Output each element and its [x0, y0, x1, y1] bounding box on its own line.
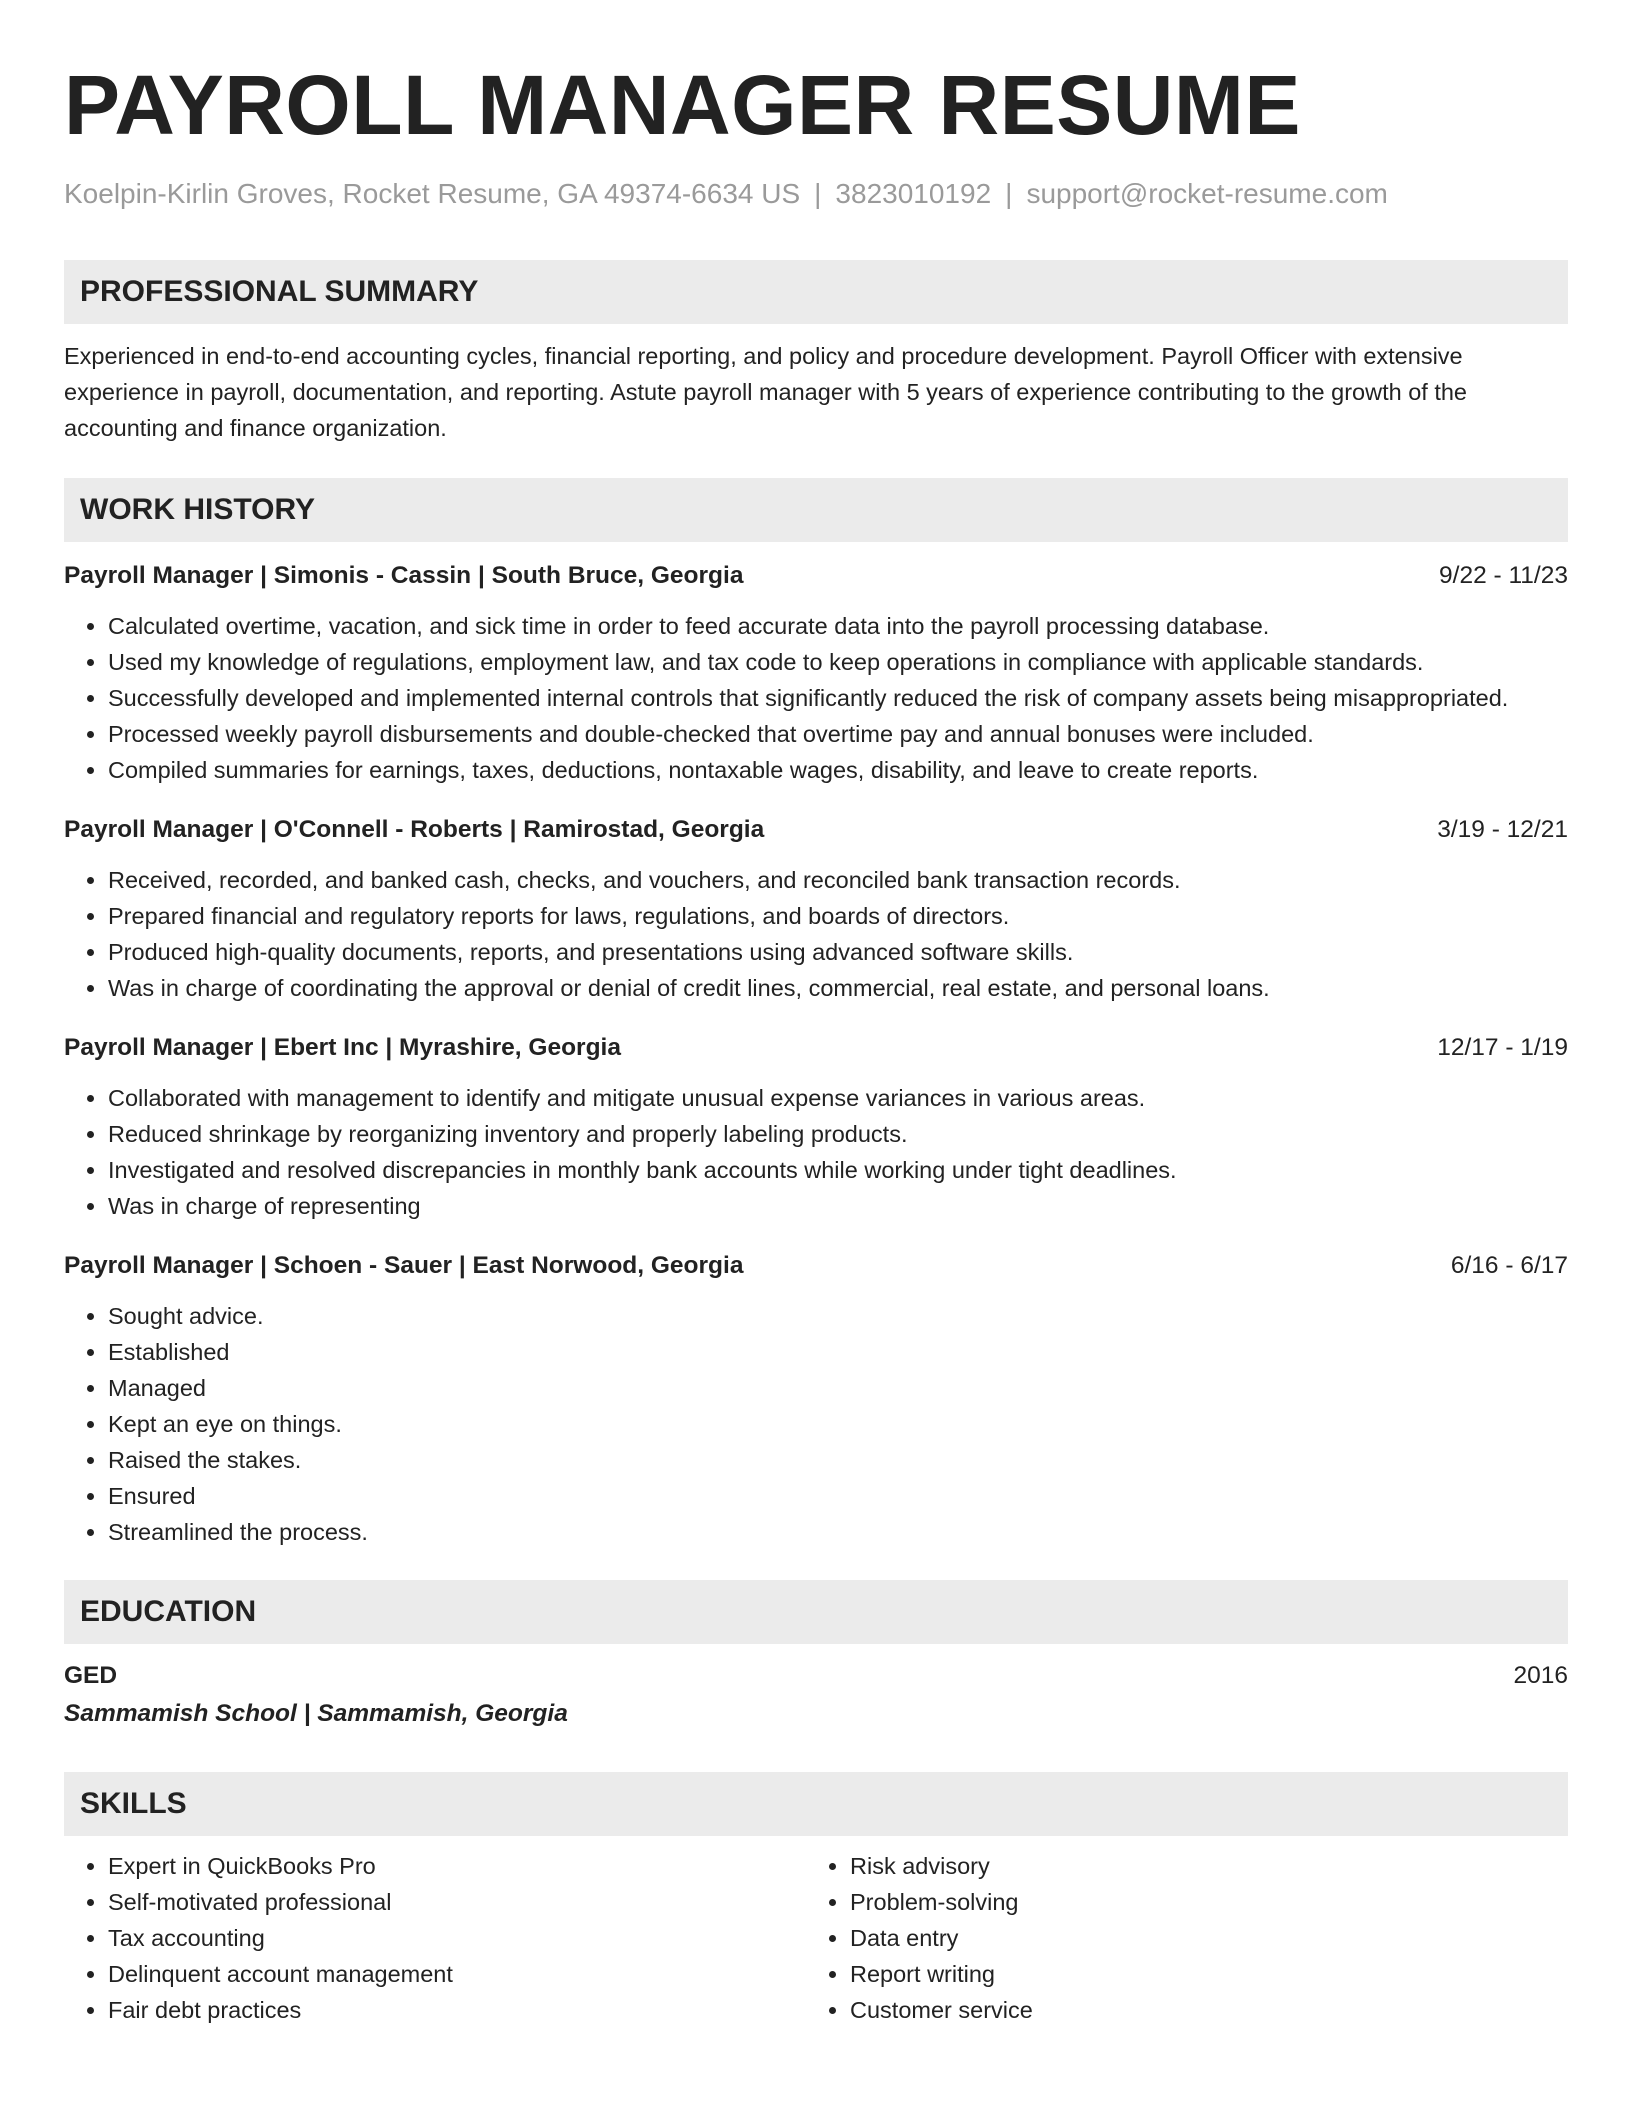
- education-section-heading: EDUCATION: [64, 1580, 1568, 1644]
- skills-column-right: [806, 1848, 1548, 2028]
- job-bullet: • Prepared financial and regulatory reports for laws, regulations, and boards of directors.: [108, 898, 1568, 934]
- job-bullet: • Produced high-quality documents, reports, and presentations using advanced software skills.: [108, 934, 1568, 970]
- skill-item: • Fair debt practices: [108, 1992, 806, 2028]
- skill-item: • Report writing: [850, 1956, 1548, 1992]
- job-dates: 3/19 - 12/21: [1437, 816, 1568, 843]
- skills-list: [64, 1848, 1568, 2028]
- skill-item: • Expert in QuickBooks Pro: [108, 1848, 806, 1884]
- job-entry: [64, 1030, 1568, 1224]
- job-header: [64, 558, 1568, 594]
- skill-item: • Delinquent account management: [108, 1956, 806, 1992]
- job-title: Payroll Manager | Schoen - Sauer | East Norwood, Georgia: [64, 1252, 744, 1279]
- resume-title: PAYROLL MANAGER RESUME: [64, 58, 1301, 152]
- skill-item: • Self-motivated professional: [108, 1884, 806, 1920]
- job-bullet: • Received, recorded, and banked cash, checks, and vouchers, and reconciled bank transaction records.: [108, 862, 1568, 898]
- job-dates: 12/17 - 1/19: [1437, 1034, 1568, 1061]
- job-bullet: • Was in charge of representing: [108, 1188, 1568, 1224]
- job-entry: [64, 558, 1568, 788]
- summary-section-heading: PROFESSIONAL SUMMARY: [64, 260, 1568, 324]
- skill-item: • Risk advisory: [850, 1848, 1548, 1884]
- skill-item: • Problem-solving: [850, 1884, 1548, 1920]
- contact-email: support@rocket-resume.com: [1026, 178, 1388, 209]
- education-entry: [64, 1658, 1568, 1694]
- job-bullet: • Processed weekly payroll disbursements and double-checked that overtime pay and annual bonuses were included.: [108, 716, 1568, 752]
- job-bullet: • Was in charge of coordinating the approval or denial of credit lines, commercial, real estate, and personal loans.: [108, 970, 1568, 1006]
- job-entry: [64, 1248, 1568, 1550]
- job-bullet: • Collaborated with management to identify and mitigate unusual expense variances in various areas.: [108, 1080, 1568, 1116]
- skill-item: • Customer service: [850, 1992, 1548, 2028]
- skills-section-heading: SKILLS: [64, 1772, 1568, 1836]
- job-bullets: [64, 1298, 1568, 1550]
- job-header: [64, 1030, 1568, 1066]
- job-title: Payroll Manager | Simonis - Cassin | South Bruce, Georgia: [64, 562, 744, 589]
- job-bullet: • Sought advice.: [108, 1298, 1568, 1334]
- job-bullet: • Raised the stakes.: [108, 1442, 1568, 1478]
- contact-separator: |: [814, 178, 822, 209]
- skill-item: • Data entry: [850, 1920, 1548, 1956]
- job-bullet: • Investigated and resolved discrepancies in monthly bank accounts while working under tight deadlines.: [108, 1152, 1568, 1188]
- education-year: 2016: [1513, 1662, 1568, 1689]
- job-bullet: • Successfully developed and implemented internal controls that significantly reduced the risk of company assets being misappropriated.: [108, 680, 1568, 716]
- job-bullet: • Kept an eye on things.: [108, 1406, 1568, 1442]
- job-bullets: [64, 862, 1568, 1006]
- work-history-section-heading: WORK HISTORY: [64, 478, 1568, 542]
- contact-separator: |: [1005, 178, 1013, 209]
- job-bullet: • Reduced shrinkage by reorganizing inventory and properly labeling products.: [108, 1116, 1568, 1152]
- summary-text: Experienced in end-to-end accounting cycles, financial reporting, and policy and procedure development. Payroll Officer with extensive experience in payroll, documentation, and reporting. Astute payroll manager with 5 years of experience contributing to the growth of the accounting and finance organization.: [64, 343, 1467, 441]
- job-bullets: [64, 608, 1568, 788]
- job-bullet: • Streamlined the process.: [108, 1514, 1568, 1550]
- job-bullet: • Ensured: [108, 1478, 1568, 1514]
- job-bullet: • Established: [108, 1334, 1568, 1370]
- contact-address: Koelpin-Kirlin Groves, Rocket Resume, GA 49374-6634 US: [64, 178, 801, 209]
- job-header: [64, 1248, 1568, 1284]
- job-header: [64, 812, 1568, 848]
- job-dates: 9/22 - 11/23: [1439, 562, 1568, 589]
- job-entry: [64, 812, 1568, 1006]
- job-title: Payroll Manager | O'Connell - Roberts | Ramirostad, Georgia: [64, 816, 765, 843]
- skills-column-left: [64, 1848, 806, 2028]
- skill-item: • Tax accounting: [108, 1920, 806, 1956]
- education-school: Sammamish School | Sammamish, Georgia: [64, 1700, 568, 1727]
- job-bullet: • Used my knowledge of regulations, employment law, and tax code to keep operations in compliance with applicable standards.: [108, 644, 1568, 680]
- contact-phone: 3823010192: [835, 178, 992, 209]
- education-degree: GED: [64, 1662, 118, 1689]
- job-bullets: [64, 1080, 1568, 1224]
- job-bullet: • Compiled summaries for earnings, taxes, deductions, nontaxable wages, disability, and leave to create reports.: [108, 752, 1568, 788]
- contact-line: [64, 174, 1568, 214]
- job-bullet: • Calculated overtime, vacation, and sick time in order to feed accurate data into the payroll processing database.: [108, 608, 1568, 644]
- job-dates: 6/16 - 6/17: [1450, 1252, 1568, 1279]
- job-title: Payroll Manager | Ebert Inc | Myrashire, Georgia: [64, 1034, 621, 1061]
- job-bullet: • Managed: [108, 1370, 1568, 1406]
